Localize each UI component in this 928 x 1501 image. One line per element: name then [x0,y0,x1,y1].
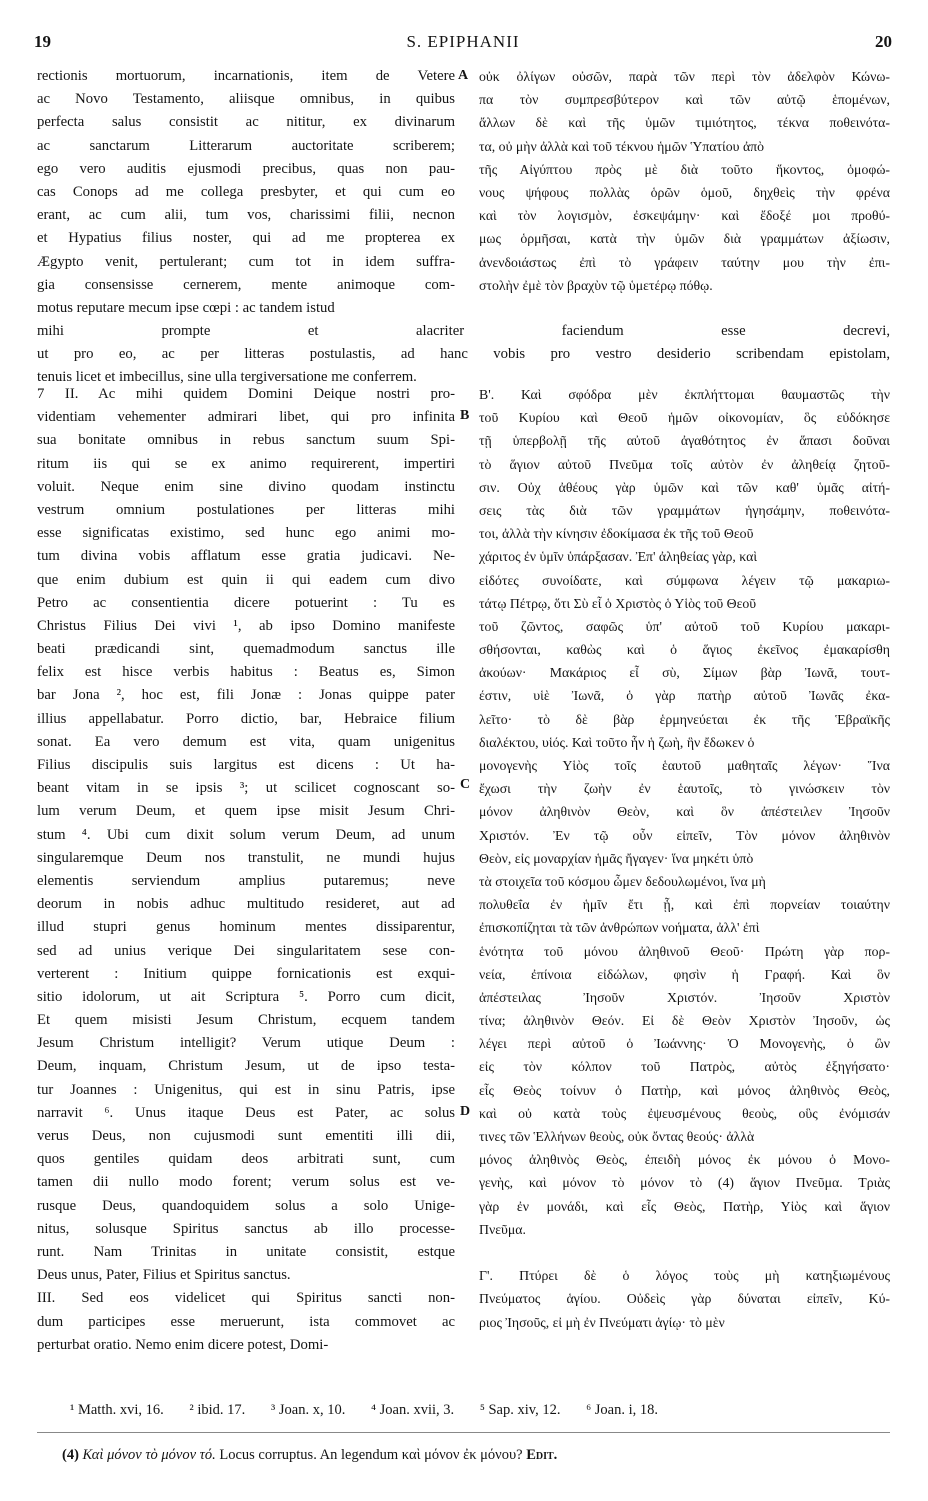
text-line: ἄλλων δὲ καὶ τῆς ὑμῶν τιμιότητος, τέκνα ποθεινότα- [479,115,890,131]
margin-letter-d: D [460,1104,471,1119]
text-line: felix est hisce verbis habitus : Beatus es, Simon [37,664,455,681]
page-number-left: 19 [34,32,51,51]
text-line: εἰς τὸν κόλπον τοῦ Πατρὸς, αὐτὸς ἐξηγήσατο· [479,1059,890,1075]
text-line: σεις τὰς διὰ τῶν γραμμάτων ἡγησάμην, ποθεινότα- [479,502,890,518]
text-line: illius appellabatur. Porro dictio, bar, Hebraice filium [37,710,455,727]
note-greek: Καὶ μόνον τὸ μόνον τό. [82,1447,216,1463]
footnote-1: ¹ Matth. xvi, 16. [70,1402,164,1418]
latin-column-upper [37,65,455,320]
text-line: ἑνότητα τοῦ μόνου ἀληθινοῦ Θεοῦ· Πρώτη γὰρ πορ- [479,943,890,959]
text-line: ἀπέστειλας Ἰησοῦν Χριστόν. Ἰησοῦν Χριστὸν [479,989,890,1005]
text-line: III. Sed eos videlicet qui Spiritus sancti non- [37,1290,455,1307]
text-line: χάριτος ἐν ὑμῖν ὑπάρξασαν. Ἐπ' ἀληθείας γὰρ, καὶ [479,549,758,565]
text-line: έστιν, υἱὲ Ἰωνᾶ, ὁ γὰρ πατὴρ αὐτοῦ Ἰωνᾶς ἐκα- [479,688,890,704]
text-line: verterent : Initium quippe fornicationis est exqui- [37,965,455,982]
text-line: quos gentiles quidam deos arbitrati sunt, cum [37,1151,455,1168]
text-line: μόνον ἀληθινὸν Θεὸν, καὶ ὃν ἀπέστειλεν Ἰησοῦν [479,804,890,820]
note-text: Locus corruptus. An legendum καὶ μόνον ἐκ μόνου? [219,1447,523,1463]
text-line: runt. Nam Trinitas in unitate consistit, estque [37,1243,455,1260]
latin-column-lower [37,383,455,1357]
full-width-latin-lines [37,320,890,390]
text-line: ἀκούων· Μακάριος εἶ σὺ, Σίμων βὰρ Ἰωνᾶ, τουτ- [479,665,890,681]
text-line: rusque Deus, quandoquidem solus a solo Unige- [37,1197,455,1214]
text-line: τῇ ὑπερβολῇ τῆς αὐτοῦ ἀγαθότητος ἐν ἅπασι δοῦναι [479,433,890,449]
footnote-4: ⁴ Joan. xvii, 3. [370,1402,455,1418]
text-line: οὐκ ὀλίγων οὐσῶν, παρὰ τῶν περὶ τὸν ἀδελφὸν Κώνω- [479,69,890,84]
text-line: νεία, ἐπίνοια εἰδώλων, φησὶν ἡ Γραφή. Καὶ ὃν [479,966,890,982]
text-line: τοι, ἀλλὰ τὴν κίνησιν ἐδοκίμασα ἐκ τῆς τοῦ Θεοῦ [479,526,754,542]
text-line: καὶ οὐ κατὰ τοὺς ἐψευσμένους θεοὺς, οὓς ἐνόμισάν [479,1105,890,1121]
text-line: rectionis mortuorum, incarnationis, item de Vetere [37,68,455,84]
editorial-note [62,1447,557,1464]
text-line: μονογενὴς Υἱὸς τοῖς ἑαυτοῦ μαθηταῖς λέγων· Ἵνα [479,758,890,773]
text-line: stum ⁴. Ubi cum dixit solum verum Deum, ad unum [37,826,455,843]
text-line: nitus, solusque Spiritus sanctus ab illo processe- [37,1220,455,1237]
footnote-6: ⁶ Joan. i, 18. [586,1402,659,1418]
footnote-3: ³ Joan. x, 10. [270,1402,346,1418]
text-line: λεῖτο· τὸ δὲ βὰρ ἑρμηνεύεται ἐκ τῆς Ἑβραϊκῆς [479,711,890,727]
text-line: τάτῳ Πέτρῳ, ὅτι Σὺ εἶ ὁ Χριστὸς ὁ Υἱὸς τοῦ Θεοῦ [479,595,757,611]
text-line: Θεὸν, εἰς μοναρχίαν ἡμᾶς ἤγαγεν· ἵνα μηκέτι ὑπὸ [479,850,754,866]
text-line: tur Joannes : Unigenitus, qui est in sinu Patris, ipse [37,1081,455,1098]
text-line: Ægypto venit, pertulerant; cum tot in idem suffra- [37,253,455,270]
greek-column-lower [479,383,890,1334]
text-line: 7 II. Ac mihi quidem Domini Deique nostri pro- [37,386,455,402]
text-line: Deus unus, Pater, Filius et Spiritus sanctus. [37,1267,291,1284]
text-line: perturbat oratio. Nemo enim dicere potest, Domi- [37,1336,329,1353]
note-signature: Edit. [526,1447,558,1463]
text-line: erant, ac cum alii, tum vos, charissimi filii, necnon [37,207,455,224]
text-line: elementis serviendum amplius putaremus; neve [37,872,455,889]
text-line: σιν. Οὐχ ἀθέους γὰρ ὑμῶν καὶ τῶν καθ' ὑμᾶς αἰτή- [479,479,890,495]
text-line: Jesum Christum intelligit? Verum utique Deum : [37,1035,455,1052]
text-line: deorum in nobis adhuc multitudo resideret, aut ad [37,896,455,913]
page-number-right: 20 [875,32,892,51]
footnote-5: ⁵ Sap. xiv, 12. [479,1402,561,1418]
text-line: ac sanctarum Litterarum auctoritate scriberem; [37,137,455,154]
running-title: S. EPIPHANII [406,32,520,51]
text-line: Β'. Καὶ σφόδρα μὲν ἐκπλήττομαι θαυμαστῶς τὴν [479,387,890,402]
text-line: σθήσονται, καθὼς καὶ ὁ ἅγιος ἐκεῖνος ἐμακαρίσθη [479,642,890,658]
text-line: vestrum omnium postulationes per litteras mihi [37,501,455,518]
page-header [34,32,892,56]
text-line: beant vitam in se ipsis ³; ut scilicet cognoscant so- [37,780,455,797]
text-line: tamen dii nullo modo forent; verum solus est ve- [37,1174,455,1191]
text-line: sed ad unius verique Dei singularitatem sese con- [37,942,455,959]
text-line: Filius discipulis suis largitus est dicens : Ut ha- [37,757,455,773]
text-line: τὸ ἅγιον αὐτοῦ Πνεῦμα τοῖς αὐτὸν ἐν ἀληθείᾳ ζητοῦ- [479,456,890,472]
text-line: καὶ τὸν λογισμὸν, ἐσκεψάμην· καὶ ἔδοξέ μοι προθύ- [479,208,890,224]
text-line: ἔχωσι τὴν ζωὴν ἐν ἑαυτοῖς, τὸ γινώσκειν τὸν [479,781,890,797]
text-line: gia consensisse cernerem, mente animoque com- [37,276,455,293]
text-line: Χριστόν. Ἐν τῷ οὖν εἰπεῖν, Τὸν μόνον ἀληθινὸν [479,827,890,843]
text-line: sua bonitate omnibus in rebus sanctum suum Spi- [37,432,455,449]
text-line: μως ὁρμῆσαι, κατὰ τὴν ὑμῶν διὰ γραμμάτων ἀξίωσιν, [479,231,890,247]
text-line: τοῦ Κυρίου καὶ Θεοῦ ἡμῶν οἰκονομίαν, ὃς εὐδόκησε [479,410,890,426]
text-line [479,1241,890,1264]
text-line: Petro ac consentientia dicere potuerint : Tu es [37,594,455,611]
text-line: singularemque Deum nos transtulit, ne mundi hujus [37,849,455,866]
text-line: voluit. Neque enim sine divino quodam instinctu [37,478,455,495]
text-line: εἰδότες συνοίδατε, καὶ σύμφωνα λέγειν τῷ μακαριω- [479,572,890,588]
text-line: ἐπισκοπίζηται τὰ τῶν ἀνθρώπων νοήματα, ἀλλ' ἐπὶ [479,920,760,936]
text-line: τὰ στοιχεῖα τοῦ κόσμου ὦμεν δεδουλωμένοι, ἵνα μὴ [479,873,766,889]
text-line: στολὴν ἐμὲ τὸν βραχὺν τῷ ὑμετέρῳ πόθῳ. [479,277,713,293]
note-marker: (4) [62,1447,79,1463]
margin-letter-c: C [460,777,471,792]
text-line: perfecta salus consistit ac nititur, ex divinarum [37,114,455,131]
text-line: μόνος ἀληθινὸς Θεὸς, ἐπειδὴ μόνος ἐκ μόνου ὁ Μονο- [479,1152,890,1168]
text-line: tenuis licet et imbecillus, sine ulla tergiversatione me conferrem. [37,369,417,386]
text-line: Et quem misisti Jesum Christum, ecquem tandem [37,1012,455,1029]
text-line: narravit ⁶. Unus itaque Deus est Pater, ac solus [37,1104,455,1121]
text-line: τα, οὐ μὴν ἀλλὰ καὶ τοῦ τέκνου ἡμῶν Ὑπατίου ἀπὸ [479,138,765,154]
text-line: cas Conops ad me collega presbyter, et qui cum eo [37,183,455,200]
footnotes [70,1402,860,1419]
text-line: illud stupri genus hominum mentes dissiparentur, [37,919,455,936]
text-line: sonat. Ea vero demum est vita, quam unigenitus [37,733,455,750]
text-line: τῆς Αἰγύπτου πρὸς μὲ διὰ τοῦτο ἥκοντος, ὁμοφώ- [479,161,890,177]
text-line: ritum iis qui se ex animo requirerent, impertiri [37,455,455,472]
note-separator [37,1432,890,1433]
text-line: ego vero auditis ejusmodi precibus, quas non pau- [37,160,455,177]
margin-letter-a: A [458,68,469,83]
text-line: πολυθεΐα ἐν ἡμῖν ἔτι ᾖ, καὶ ἐπὶ πορνείαν τοιαύτην [479,897,890,913]
text-line: ac Novo Testamento, aliisque omnibus, in quibus [37,91,455,108]
text-line: Christus Filius Dei vivi ¹, ab ipso Domino manifeste [37,617,455,634]
text-line: dum participes esse meruerunt, ista commovet ac [37,1313,455,1330]
text-line: Πνεῦμα. [479,1221,526,1237]
text-line: διαλέκτου, υἱός. Καὶ τοῦτο ἦν ἡ ζωὴ, ἣν ἔδωκεν ὁ [479,734,755,750]
text-line: ἀνενδοιάστως ἐπὶ τὸ γράφειν ταύτην μου τὴν ἐπι- [479,254,890,270]
text-line: νους ψήφους πολλὰς ὁρῶν ὁμοῦ, δηχθεὶς τὴν φρένα [479,184,890,200]
text-line: γενὴς, καὶ μόνον τὸ μόνον τὸ (4) ἅγιον Πνεῦμα. Τριὰς [479,1175,890,1191]
text-line: Γ'. Πτύρει δὲ ὁ λόγος τοὺς μὴ κατηξιωμένους [479,1268,890,1284]
text-line: ριος Ἰησοῦς, εἰ μὴ ἐν Πνεύματι ἁγίῳ· τὸ μὲν [479,1314,725,1330]
text-line: Deum, inquam, Christum Jesum, ut de ipso testa- [37,1058,455,1075]
text-line: beati prædicandi sint, quemadmodum sanctus ille [37,641,455,658]
greek-column-upper [479,65,890,297]
text-line: lum verum Deum, et quem ipse misit Jesum Chri- [37,803,455,820]
text-line: ut pro eo, ac per litteras postulastis, ad hanc vobis pro vestro desiderio scribendam epistolam, [37,346,890,363]
text-line: esse significatas existimo, sed hunc ego animi mo- [37,525,455,542]
text-line: εἷς Θεὸς τοίνυν ὁ Πατὴρ, καὶ μόνος ἀληθινὸς Θεὸς, [479,1082,890,1098]
text-line: τινες τῶν Ἑλλήνων θεοὺς, οὐκ ὄντας θεούς· ἀλλὰ [479,1129,755,1144]
text-line: verus Deus, non cujusmodi sunt ementiti illi dii, [37,1128,455,1144]
text-line: motus reputare mecum ipse cœpi : ac tandem istud [37,299,335,316]
text-line: videntiam vehementer admirari libet, qui pro infinita [37,409,455,426]
text-line: λέγει περὶ αὐτοῦ ὁ Ἰωάννης· Ὁ Μονογενὴς, ὁ ὢν [479,1036,890,1052]
text-line: τίνα; ἀληθινὸν Θεόν. Εἰ δὲ Θεὸν Χριστὸν Ἰησοῦν, ὡς [479,1013,890,1029]
text-line: πα τὸν συμπρεσβύτερον καὶ τῶν αὐτῷ ἑπομένων, [479,92,890,108]
text-line: et Hypatius filius noster, qui ad me propterea ex [37,230,455,247]
text-line: sitio idolorum, ut ait Scriptura ⁵. Porro cum dicit, [37,988,455,1005]
text-line: τοῦ ζῶντος, σαφῶς ὑπ' αὐτοῦ τοῦ Κυρίου μακαρι- [479,618,890,634]
text-line: bar Jona ², hoc est, fili Jonæ : Jonas quippe pater [37,687,455,704]
text-line: mihi prompte et alacriter faciendum esse decrevi, [37,323,890,339]
text-line: que enim dubium est quin ii qui eadem cum divo [37,571,455,588]
margin-letter-b: B [460,408,470,423]
text-line: tum divina vobis afflatum esse gratia judicavi. Ne- [37,548,455,565]
text-line: γὰρ ἐν μονάδι, καὶ εἷς Θεὸς, Πατὴρ, Υἱὸς καὶ ἅγιον [479,1198,890,1214]
text-line: Πνεύματος ἁγίου. Οὐδεὶς γὰρ δύναται εἰπεῖν, Κύ- [479,1291,890,1307]
footnote-2: ² ibid. 17. [189,1402,246,1418]
